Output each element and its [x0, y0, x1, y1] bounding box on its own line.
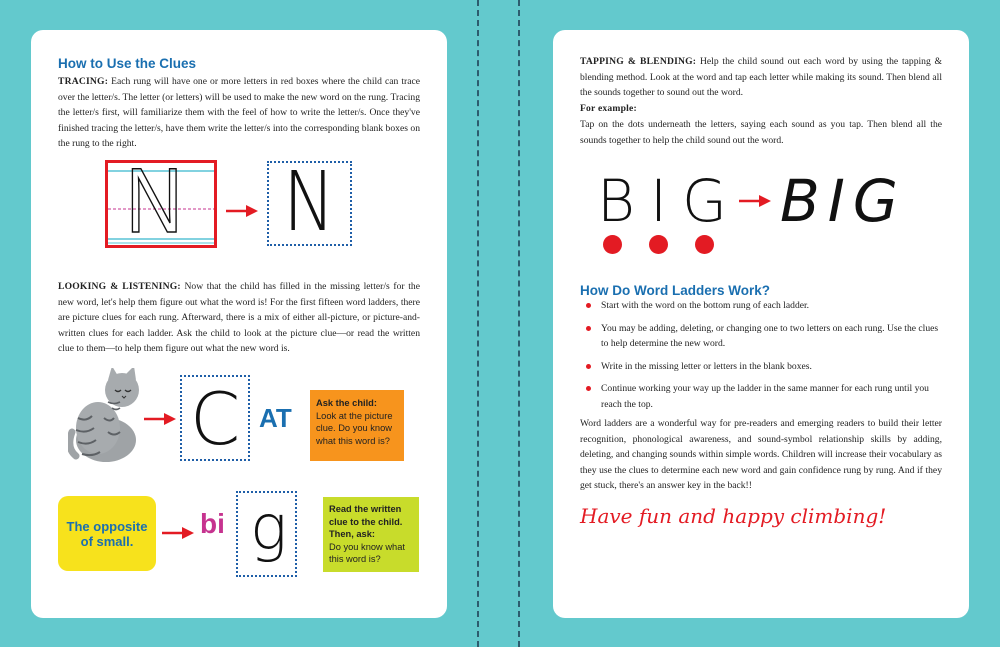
ask-child-text: Look at the picture clue. Do you know what this word is? — [316, 410, 393, 446]
cat-written-letter: C — [190, 377, 241, 461]
trace-letter: N — [126, 150, 183, 252]
big-written-letter: g — [250, 491, 288, 564]
list-item: Continue working your way up the ladder in the same manner for each rung until you reach the top. — [583, 381, 943, 412]
cat-letter-box — [180, 375, 250, 461]
red-dot-icon[interactable] — [695, 235, 714, 254]
written-clue-card — [58, 496, 156, 571]
bullet-dot-icon — [586, 326, 591, 331]
ladders-heading: How Do Word Ladders Work? — [580, 283, 771, 298]
summary-paragraph: Word ladders are a wonderful way for pre-readers and emerging readers to build their letter recognition, phonological awareness, and sound-symbol relationship skills by adding, deleting, and changing sounds within simple words. Children will increase their vocabulary as they use the clues to determine each new word and gain confidence rung by rung. And if they get stuck, there's an answer key in the back!! — [580, 418, 942, 491]
written-letter-box — [267, 155, 352, 250]
right-arrow-icon — [226, 205, 258, 217]
ladder-steps — [583, 298, 943, 419]
list-item: You may be adding, deleting, or changing one to two letters on each rung. Use the clues to help determine the new word. — [583, 321, 943, 352]
letter-i: I — [649, 167, 668, 235]
spine-line-left — [477, 0, 479, 647]
read-clue-card — [323, 497, 419, 572]
right-arrow-icon — [739, 195, 771, 207]
right-arrow-icon — [162, 527, 194, 539]
tapping-paragraph — [580, 54, 942, 101]
tracing-paragraph — [58, 74, 420, 152]
trace-box — [105, 150, 217, 252]
ask-child-card — [310, 390, 404, 461]
letter-g: G — [682, 167, 727, 235]
written-clue-text: The opposite of small. — [66, 518, 148, 549]
big-letter-box — [236, 491, 297, 577]
tracing-text: Each rung will have one or more letters in red boxes where the child can trace over the letter/s. The letter (or letters) will be used to make the new word on the rung. Tracing the letter/s first, will familiarize them with the feel of how to write the letter/s. Once they've finished tracing the letter/s, have them write the letter/s into the corresponding blank boxes on the rung to the right. — [58, 76, 420, 149]
left-page — [31, 30, 447, 618]
cat-illustration — [68, 368, 144, 464]
tapping-text: Help the child sound out each word by using the tapping & blending method. Look at the word and tap each letter while making its sound. Then blend all the sounds together to sound out the word. — [580, 56, 942, 98]
tracing-label: TRACING: — [58, 76, 109, 87]
ask-child-title: Ask the child: — [316, 398, 377, 408]
separate-letters — [597, 168, 727, 234]
big-prefix: bi — [200, 508, 225, 539]
tapping-label: TAPPING & BLENDING: — [580, 56, 697, 67]
bullet-dot-icon — [586, 386, 591, 391]
tap-dots — [597, 235, 725, 255]
bullet-dot-icon — [586, 303, 591, 308]
red-dot-icon[interactable] — [603, 235, 622, 254]
looking-label: LOOKING & LISTENING: — [58, 281, 181, 292]
list-item: Write in the missing letter or letters in the blank boxes. — [583, 359, 943, 375]
looking-text: Now that the child has filled in the missing letter/s for the new word, let's help them figure out what the word is! For the first fifteen word ladders, there are picture clues for each rung. Afterward, there is a mix of either all-picture, or picture-and-written clues for each ladder. Ask the child to look at the picture clue—or read the written clue to them—to help them figure out what the new word is. — [58, 281, 420, 354]
closing-line: Have fun and happy climbing! — [580, 504, 887, 528]
list-item: Start with the word on the bottom rung of each ladder. — [583, 298, 943, 314]
letter-b: B — [597, 167, 635, 235]
example-paragraph: Tap on the dots underneath the letters, saying each sound as you tap. Then blend all the sounds together to help the child sound out the word. — [580, 119, 942, 146]
written-letter: N — [283, 155, 336, 250]
right-arrow-icon — [144, 413, 176, 425]
read-clue-title: Read the written clue to the child. Then, ask: — [329, 504, 403, 539]
cat-suffix: AT — [259, 403, 292, 433]
example-label: For example: — [580, 103, 637, 114]
spine-line-right — [518, 0, 520, 647]
right-page — [553, 30, 969, 618]
blended-word: BIG — [780, 167, 906, 235]
looking-paragraph — [58, 279, 420, 357]
bullet-dot-icon — [586, 364, 591, 369]
red-dot-icon[interactable] — [649, 235, 668, 254]
clues-heading: How to Use the Clues — [58, 56, 197, 71]
read-clue-text: Do you know what this word is? — [329, 541, 405, 564]
